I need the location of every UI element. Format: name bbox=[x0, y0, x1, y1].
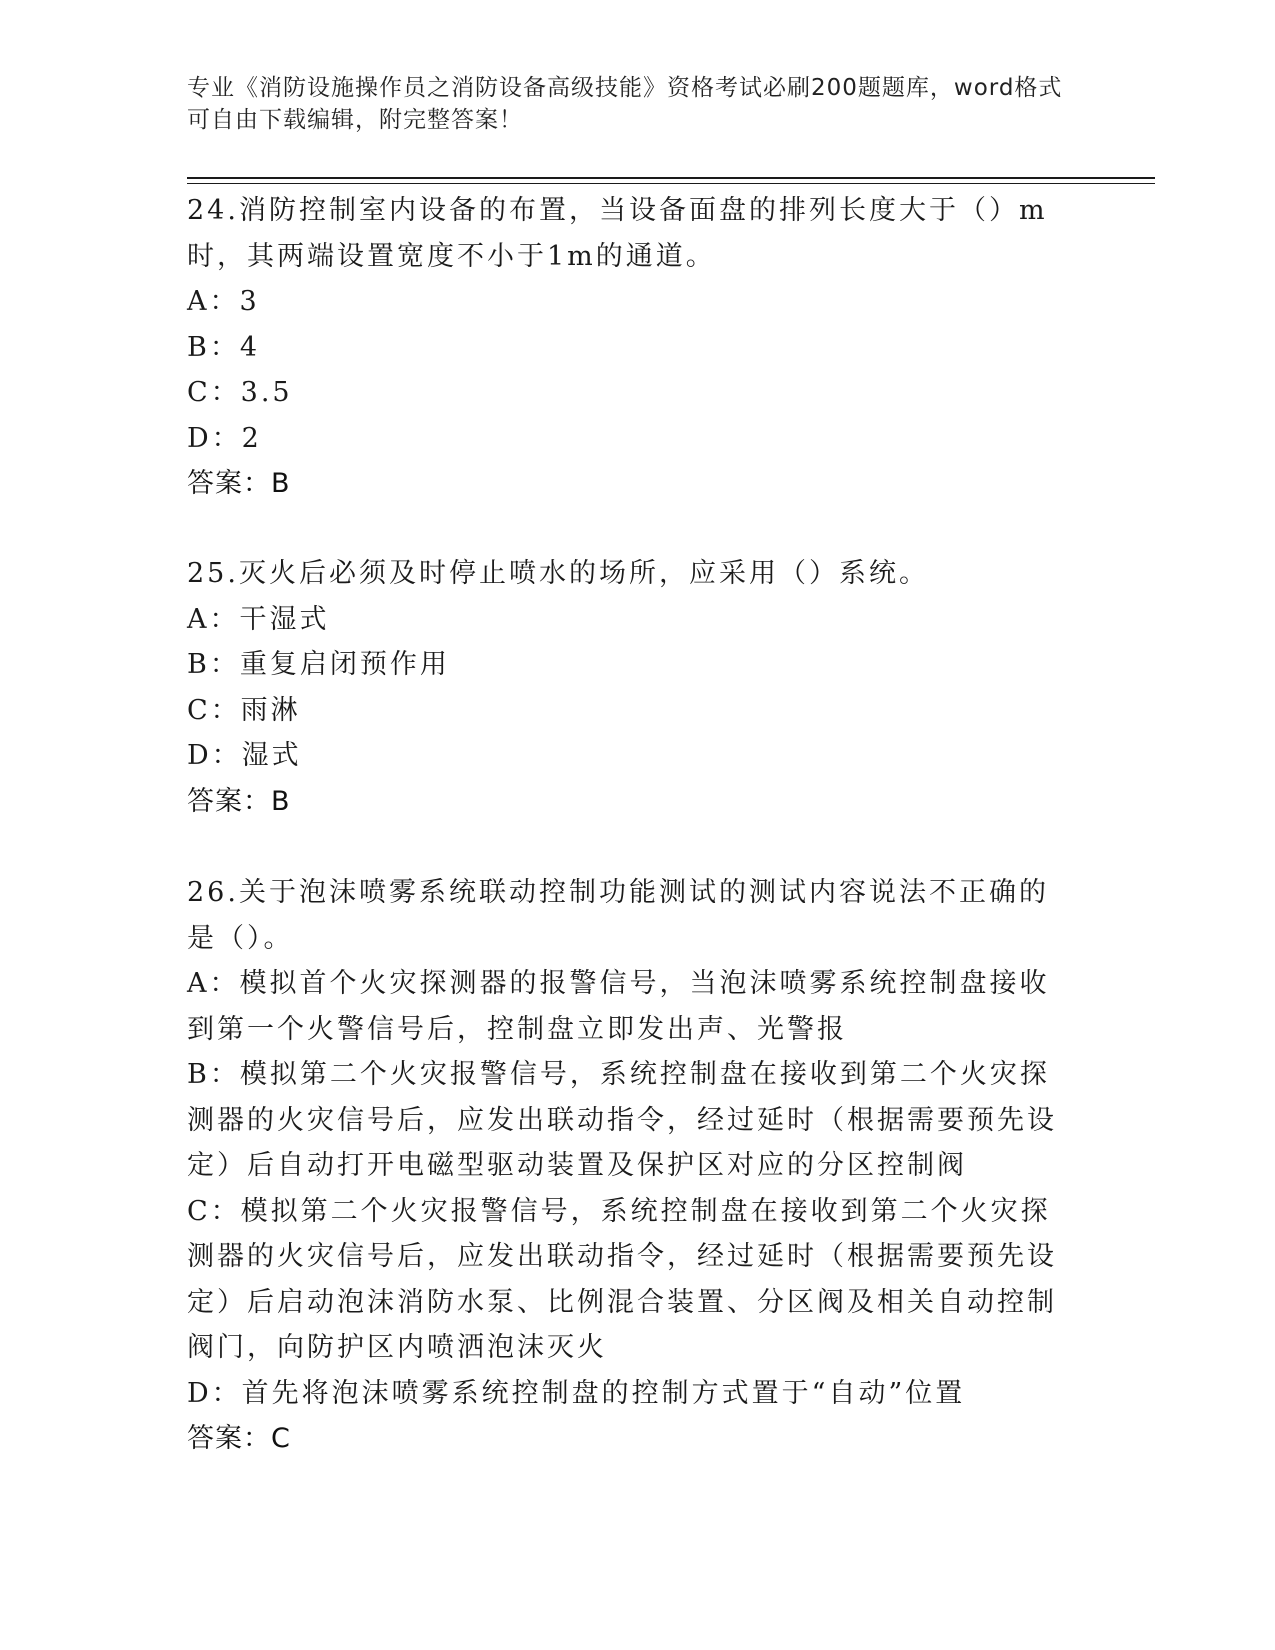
option-a: A：干湿式 bbox=[187, 603, 330, 635]
question-25 bbox=[187, 551, 1077, 824]
option-d: D：2 bbox=[187, 422, 262, 454]
answer-line: 答案：C bbox=[187, 1423, 291, 1454]
option-c: C：雨淋 bbox=[187, 694, 301, 726]
option-c: C：3.5 bbox=[187, 377, 293, 408]
document-header: 专业《消防设施操作员之消防设备高级技能》资格考试必刷200题题库，word格式可自由下载编辑，附完整答案！ bbox=[187, 75, 1063, 133]
option-a: A：3 bbox=[187, 286, 260, 317]
question-stem: 25.灭火后必须及时停止喷水的场所，应采用（）系统。 bbox=[187, 558, 929, 589]
question-stem: 24.消防控制室内设备的布置，当设备面盘的排列长度大于（）m时，其两端设置宽度不小于1m的通道。 bbox=[187, 195, 1048, 272]
answer-line: 答案：B bbox=[187, 468, 291, 499]
option-d: D：湿式 bbox=[187, 740, 302, 771]
option-a: A：模拟首个火灾探测器的报警信号，当泡沫喷雾系统控制盘接收到第一个火警信号后，控制盘立即发出声、光警报 bbox=[187, 968, 1050, 1045]
option-b: B：模拟第二个火灾报警信号，系统控制盘在接收到第二个火灾探测器的火灾信号后，应发出联动指令，经过延时（根据需要预先设定）后自动打开电磁型驱动装置及保护区对应的分区控制阀 bbox=[187, 1059, 1057, 1181]
question-stem: 26.关于泡沫喷雾系统联动控制功能测试的测试内容说法不正确的是（）。 bbox=[187, 877, 1049, 954]
option-c: C：模拟第二个火灾报警信号，系统控制盘在接收到第二个火灾探测器的火灾信号后，应发出联动指令，经过延时（根据需要预先设定）后启动泡沫消防水泵、比例混合装置、分区阀及相关自动控制阀门，向防护区内喷洒泡沫灭火 bbox=[187, 1195, 1057, 1363]
option-b: B：4 bbox=[187, 331, 261, 363]
question-24 bbox=[187, 188, 1077, 506]
option-b: B：重复启闭预作用 bbox=[187, 649, 450, 680]
header-rule-thick bbox=[187, 177, 1155, 179]
question-26 bbox=[187, 870, 1077, 1461]
option-d: D：首先将泡沫喷雾系统控制盘的控制方式置于“自动”位置 bbox=[187, 1377, 966, 1409]
header-rule-thin bbox=[187, 183, 1155, 184]
answer-line: 答案：B bbox=[187, 785, 291, 817]
